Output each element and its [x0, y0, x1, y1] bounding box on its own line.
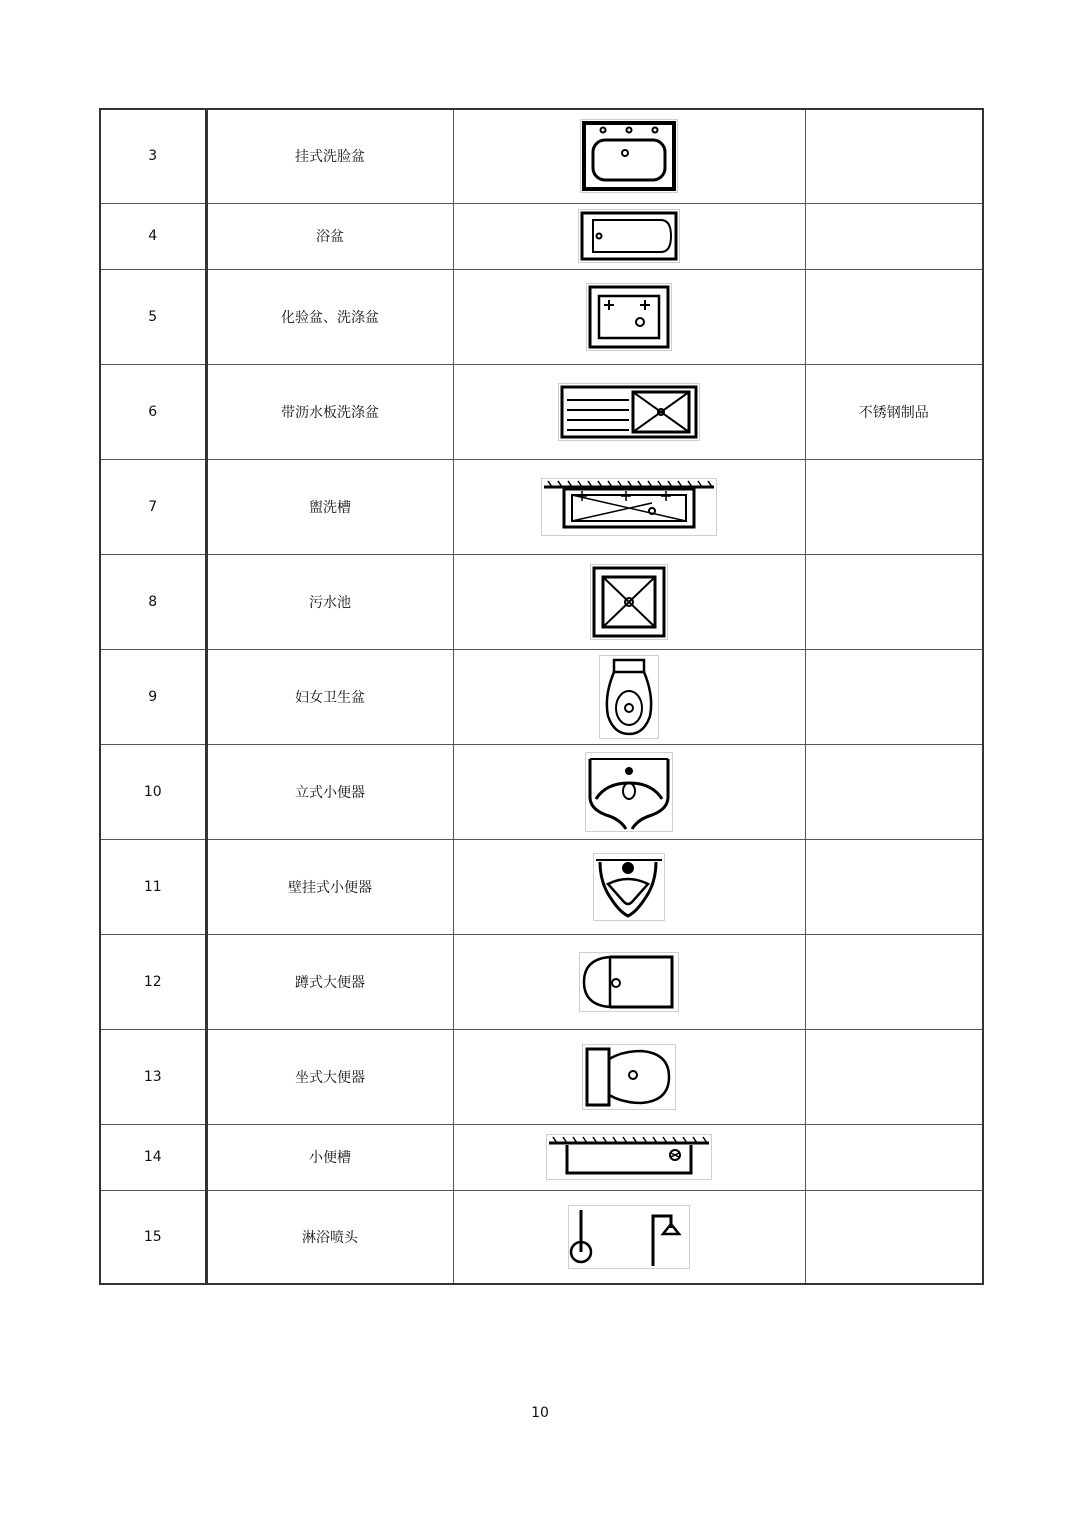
fixture-name: 小便槽 — [206, 1124, 453, 1190]
row-number: 15 — [100, 1190, 206, 1284]
table-row — [100, 744, 983, 839]
row-number: 4 — [100, 203, 206, 269]
fixture-note — [805, 1190, 983, 1284]
mop-sink-icon — [591, 565, 667, 639]
fixture-note — [805, 269, 983, 364]
sink-with-drainboard-icon — [559, 384, 699, 440]
lab-sink-icon — [587, 284, 671, 350]
table-row — [100, 1124, 983, 1190]
row-number: 5 — [100, 269, 206, 364]
row-number: 3 — [100, 109, 206, 203]
table-row — [100, 203, 983, 269]
fixture-name: 蹲式大便器 — [206, 934, 453, 1029]
table-row — [100, 269, 983, 364]
table-row — [100, 459, 983, 554]
row-number: 8 — [100, 554, 206, 649]
table-row — [100, 109, 983, 203]
table-row — [100, 649, 983, 744]
fixture-name: 壁挂式小便器 — [206, 839, 453, 934]
fixture-note — [805, 744, 983, 839]
row-number: 9 — [100, 649, 206, 744]
table-row — [100, 364, 983, 459]
fixture-note — [805, 934, 983, 1029]
fixture-note — [805, 1124, 983, 1190]
fixture-name: 浴盆 — [206, 203, 453, 269]
fixture-name: 污水池 — [206, 554, 453, 649]
bidet-icon — [600, 656, 658, 738]
table-row — [100, 1190, 983, 1284]
shower-head-icon — [569, 1206, 689, 1268]
row-number: 10 — [100, 744, 206, 839]
fixture-note — [805, 839, 983, 934]
fixture-name: 带沥水板洗涤盆 — [206, 364, 453, 459]
fixture-note: 不锈钢制品 — [805, 364, 983, 459]
table-row — [100, 934, 983, 1029]
row-number: 14 — [100, 1124, 206, 1190]
table-row — [100, 554, 983, 649]
fixture-note — [805, 109, 983, 203]
row-number: 11 — [100, 839, 206, 934]
bathtub-icon — [579, 210, 679, 262]
plumbing-fixture-symbol-table — [99, 108, 984, 1285]
wall-hung-washbasin-icon — [581, 120, 677, 192]
row-number: 13 — [100, 1029, 206, 1124]
fixture-name: 淋浴喷头 — [206, 1190, 453, 1284]
page-number: 10 — [531, 1405, 549, 1421]
fixture-note — [805, 459, 983, 554]
fixture-note — [805, 203, 983, 269]
row-number: 12 — [100, 934, 206, 1029]
fixture-name: 妇女卫生盆 — [206, 649, 453, 744]
fixture-name: 化验盆、洗涤盆 — [206, 269, 453, 364]
urinal-trough-icon — [547, 1135, 711, 1179]
row-number: 7 — [100, 459, 206, 554]
fixture-note — [805, 554, 983, 649]
fixture-note — [805, 1029, 983, 1124]
fixture-name: 立式小便器 — [206, 744, 453, 839]
fixture-name: 坐式大便器 — [206, 1029, 453, 1124]
fixture-name: 挂式洗脸盆 — [206, 109, 453, 203]
seated-toilet-icon — [583, 1045, 675, 1109]
fixture-note — [805, 649, 983, 744]
fixture-name: 盥洗槽 — [206, 459, 453, 554]
squat-toilet-icon — [580, 953, 678, 1011]
wall-urinal-icon — [594, 854, 664, 920]
table-row — [100, 839, 983, 934]
row-number: 6 — [100, 364, 206, 459]
wash-trough-icon — [542, 479, 716, 535]
table-row — [100, 1029, 983, 1124]
standing-urinal-icon — [586, 753, 672, 831]
